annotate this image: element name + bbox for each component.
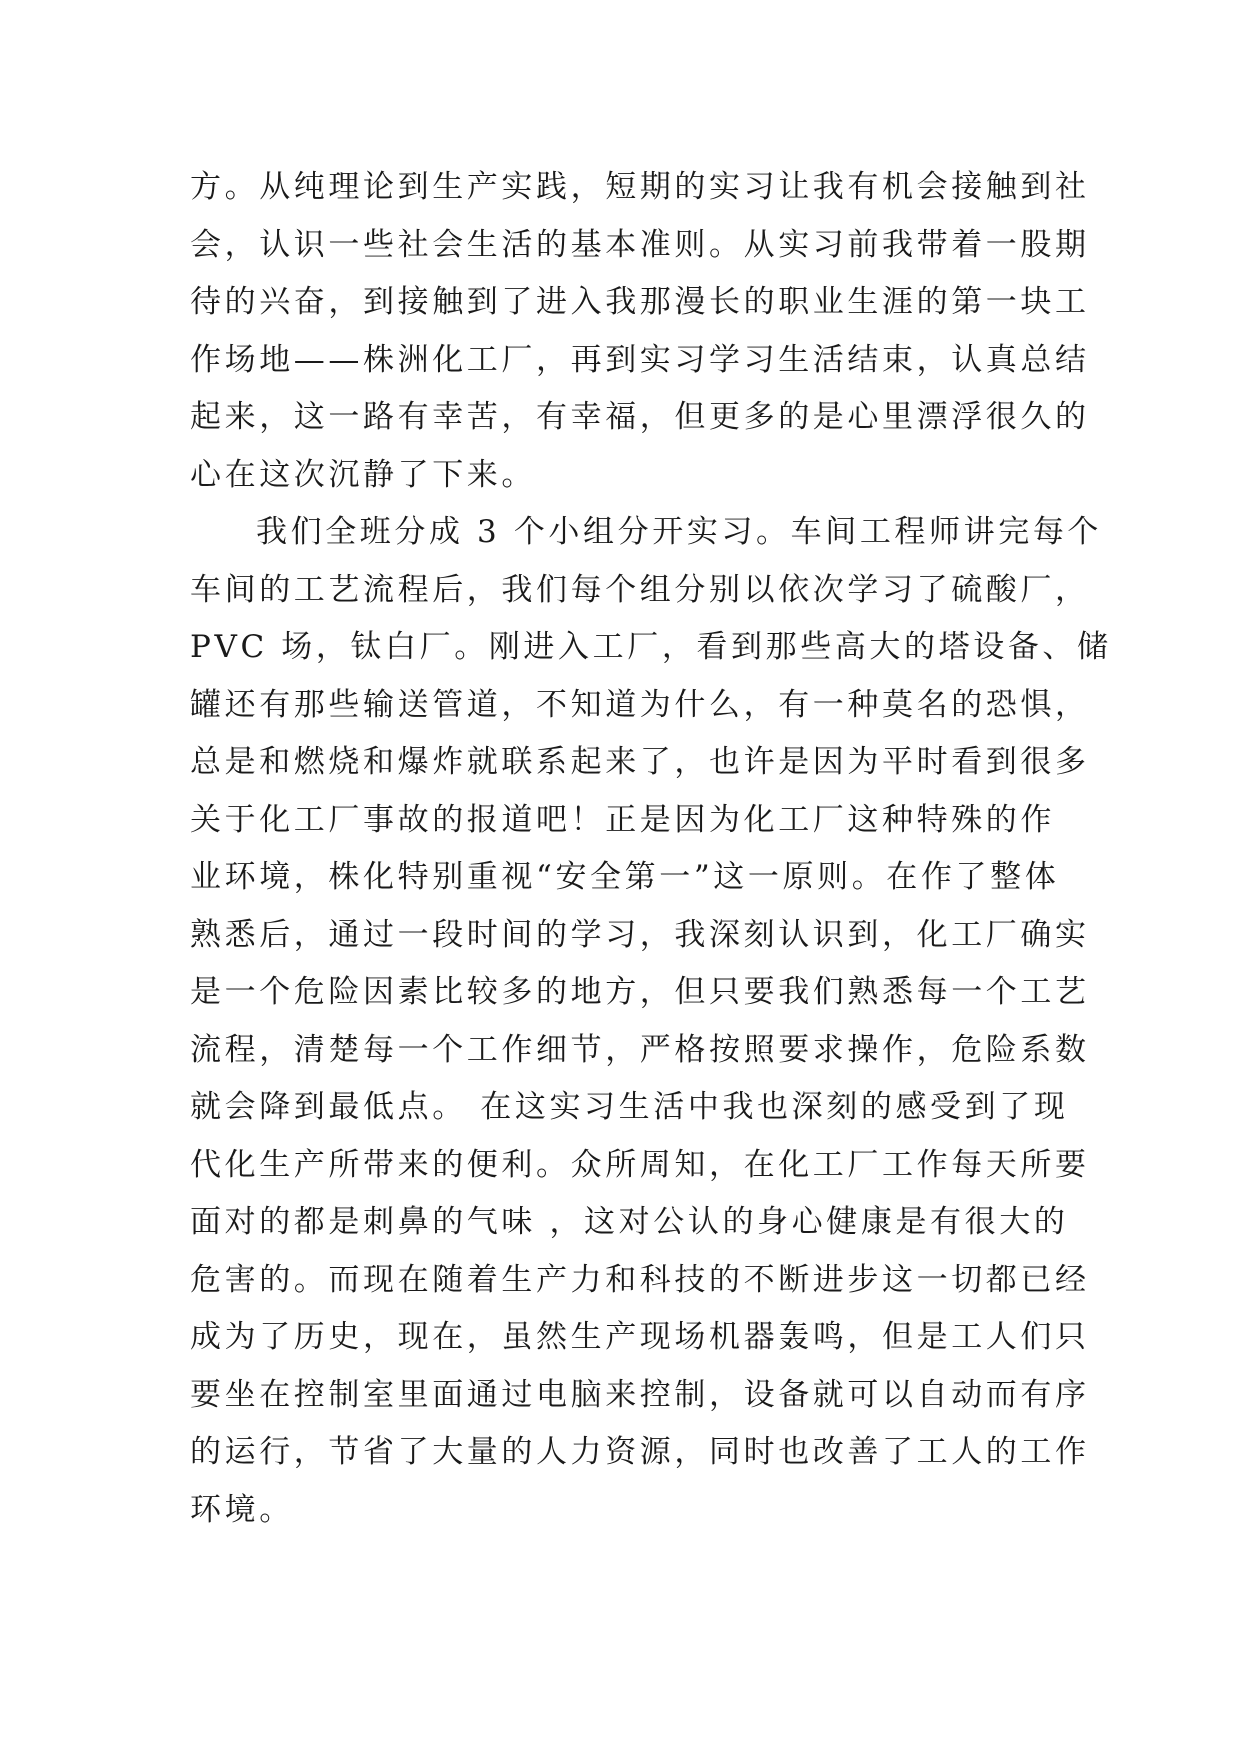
text-line: 面对的都是刺鼻的气味 ，这对公认的身心健康是有很大的	[190, 1204, 1069, 1240]
text-line: 总是和燃烧和爆炸就联系起来了，也许是因为平时看到很多	[190, 744, 1090, 780]
text-line: PVC 场，钛白厂。刚进入工厂，看到那些高大的塔设备、储	[190, 629, 1112, 665]
text-line: 代化生产所带来的便利。众所周知，在化工厂工作每天所要	[190, 1146, 1090, 1183]
text-line: 熟悉后，通过一段时间的学习，我深刻认识到，化工厂确实	[190, 916, 1090, 953]
paragraph-2	[190, 504, 1112, 1539]
text-line: 危害的。而现在随着生产力和科技的不断进步这一切都已经	[190, 1261, 1090, 1298]
text-line: 罐还有那些输送管道，不知道为什么，有一种莫名的恐惧，	[190, 686, 1090, 723]
text-line-first-indented: 我们全班分成 3 个小组分开实习。车间工程师讲完每个	[256, 514, 1103, 550]
text-line: 关于化工厂事故的报道吧！正是因为化工厂这种特殊的作	[190, 801, 1055, 838]
text-line: 心在这次沉静了下来。	[190, 456, 536, 493]
text-line: 待的兴奋，到接触到了进入我那漫长的职业生涯的第一块工	[190, 284, 1090, 320]
text-line: 要坐在控制室里面通过电脑来控制，设备就可以自动而有序	[190, 1376, 1090, 1413]
text-line: 车间的工艺流程后，我们每个组分别以依次学习了硫酸厂，	[190, 571, 1090, 608]
text-line: 环境。	[190, 1491, 294, 1528]
text-line: 成为了历史，现在，虽然生产现场机器轰鸣，但是工人们只	[190, 1319, 1090, 1355]
text-line: 就会降到最低点。 在这实习生活中我也深刻的感受到了现	[190, 1089, 1069, 1125]
text-line: 的运行，节省了大量的人力资源，同时也改善了工人的工作	[190, 1434, 1090, 1470]
text-line: 会，认识一些社会生活的基本准则。从实习前我带着一股期	[190, 226, 1090, 263]
text-line: 方。从纯理论到生产实践，短期的实习让我有机会接触到社	[190, 169, 1090, 205]
text-line: 起来，这一路有幸苦，有幸福，但更多的是心里漂浮很久的	[190, 399, 1090, 435]
text-line: 流程，清楚每一个工作细节，严格按照要求操作，危险系数	[190, 1031, 1090, 1068]
body-text	[190, 159, 1112, 1539]
text-line: 作场地——株洲化工厂，再到实习学习生活结束，认真总结	[190, 341, 1090, 378]
text-line: 是一个危险因素比较多的地方，但只要我们熟悉每一个工艺	[190, 974, 1090, 1010]
text-line: 业环境，株化特别重视“安全第一”这一原则。在作了整体	[190, 859, 1060, 895]
paragraph-1	[190, 159, 1090, 504]
